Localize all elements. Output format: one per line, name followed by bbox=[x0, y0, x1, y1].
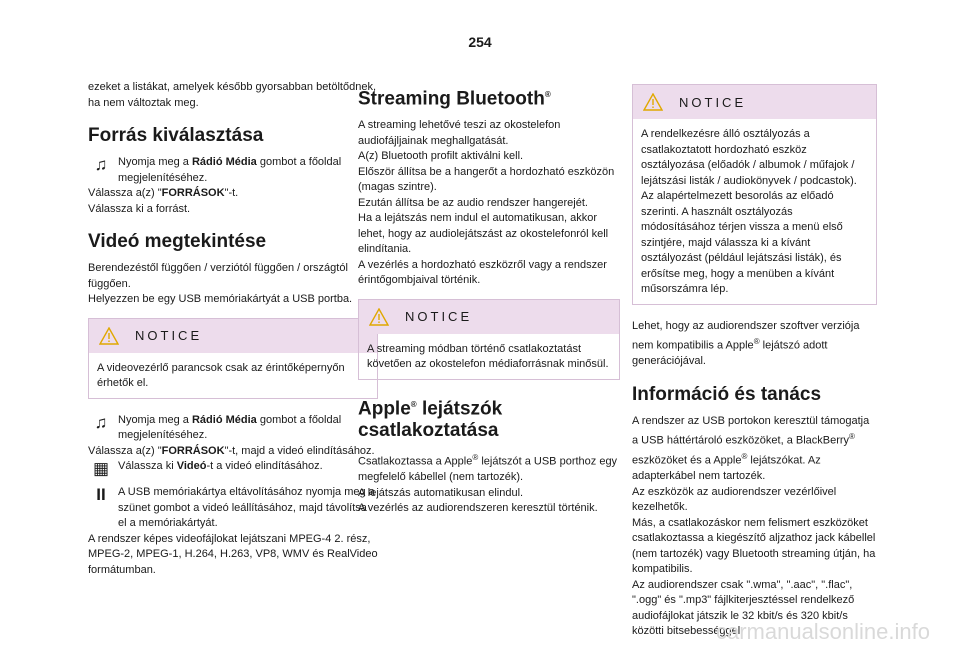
watermark: carmanualsonline.info bbox=[715, 619, 930, 644]
source-step-1: Nyomja meg a Rádió Média gombot a főoldal megjelenítéséhez. bbox=[118, 156, 342, 184]
notice-box bbox=[358, 299, 620, 380]
info-text-1: A rendszer az USB portokon keresztül támogatja a USB háttértároló eszközöket, a BlackBerry® eszközöket és a Apple® lejátszókat. Az adapterkábel nem tartozék. bbox=[632, 414, 870, 483]
notice-header bbox=[359, 300, 619, 334]
heading-info-tips: Információ és tanács bbox=[632, 383, 822, 405]
video-formats: A rendszer képes videofájlokat lejátszani MPEG-4 2. rész, MPEG-2, MPEG-1, H.264, H.263, VP8, WMV és RealVideo formátumban. bbox=[88, 532, 378, 576]
apple-text-2: A lejátszás automatikusan elindul. bbox=[358, 486, 524, 499]
column-left bbox=[88, 80, 378, 586]
bt-text-4: Ezután állítsa be az audio rendszer hangerejét. bbox=[358, 196, 588, 209]
heading-apple-players: Apple® lejátszók csatlakoztatása bbox=[358, 398, 503, 442]
film-icon: ▦ bbox=[92, 459, 110, 478]
bt-text-2: A(z) Bluetooth profilt aktiválni kell. bbox=[358, 150, 524, 163]
notice-text: A streaming módban történő csatlakoztatást követően az okostelefon médiaforrásnak minősül. bbox=[367, 342, 609, 371]
video-text-1: Berendezéstől függően / verziótól függően / országtól függően. bbox=[88, 262, 348, 290]
notice-header bbox=[633, 85, 876, 119]
bt-text-5: Ha a lejátszás nem indul el automatikusan, akkor lehet, hogy az audiolejátszást az okostelefonról kell elindítania. bbox=[358, 212, 609, 256]
notice-text: A rendelkezésre álló osztályozás a csatlakoztatott hordozható eszköz osztályozása (előadók / albumok / műfajok / lejátszási listák / audiokönyvek / podcastok). Az alapértelmezett besorolás az előadó szerinti. A használt osztályozás módosításához térjen vissza a menü első szintjére, majd válassza ki a kívánt osztályozást (például lejátszási listák), és erősítse meg, hogy a menüben a kívánt műsorszámra lép. bbox=[641, 128, 857, 295]
compat-text: Lehet, hogy az audiorendszer szoftver verziója nem kompatibilis a Apple® lejátszó adott generációjával. bbox=[632, 319, 860, 368]
info-text-2: Az eszközök az audiorendszer vezérlőivel kezelhetők. bbox=[632, 485, 837, 514]
apple-text-1: Csatlakoztassa a Apple® lejátszót a USB porthoz egy megfelelő kábellel (nem tartozék). bbox=[358, 453, 618, 484]
intro-text: ezeket a listákat, amelyek később gyorsabban betöltődnek, ha nem változtak meg. bbox=[88, 81, 377, 109]
info-text-3: Más, a csatlakozáskor nem felismert eszközöket csatlakoztassa a kiegészítő aljzathoz jack kábellel (nem tartozék) vagy Bluetooth streaming útján, ha kompatibilis. bbox=[632, 516, 876, 576]
video-step bbox=[88, 413, 378, 444]
warning-icon bbox=[99, 327, 119, 345]
notice-title: NOTICE bbox=[405, 309, 473, 325]
page-number: 254 bbox=[468, 34, 492, 50]
bt-text-6: A vezérlés a hordozható eszközről vagy a rendszer érintőgombjaival történik. bbox=[358, 258, 607, 287]
notice-box bbox=[88, 318, 378, 399]
video-step-2: Válassza a(z) "FORRÁSOK"-t, majd a videó elindításához. bbox=[88, 444, 375, 457]
heading-video: Videó megtekintése bbox=[88, 231, 267, 252]
source-step bbox=[88, 155, 378, 186]
apple-text-3: A vezérlés az audiorendszeren keresztül történik. bbox=[358, 502, 598, 515]
source-step-3: Válassza ki a forrást. bbox=[88, 202, 191, 215]
notice-header bbox=[89, 319, 377, 353]
notice-title: NOTICE bbox=[135, 328, 203, 343]
notice-title: NOTICE bbox=[679, 94, 747, 110]
video-step-1: Nyomja meg a Rádió Média gombot a főoldal megjelenítéséhez. bbox=[118, 413, 342, 441]
column-middle bbox=[358, 80, 620, 525]
music-note-icon: ♫ bbox=[94, 155, 108, 174]
notice-text: A videovezérlő parancsok csak az érintőképernyőn érhetők el. bbox=[97, 361, 345, 389]
bt-text-3: Először állítsa be a hangerőt a hordozható eszközön (magas szintre). bbox=[358, 165, 615, 194]
video-step-4: A USB memóriakártya eltávolításához nyomja meg a szünet gombot a videó leállításához, majd távolítsa el a memóriakártyát. bbox=[118, 486, 375, 529]
music-note-icon: ♫ bbox=[94, 412, 108, 432]
source-step-2: Válassza a(z) "FORRÁSOK"-t. bbox=[88, 187, 239, 199]
bt-text-1: A streaming lehetővé teszi az okostelefon audiofájljainak meghallgatását. bbox=[358, 119, 561, 147]
column-right bbox=[632, 80, 877, 648]
pause-icon: II bbox=[96, 485, 106, 504]
video-select-step bbox=[88, 459, 378, 479]
heading-bluetooth-streaming: Streaming Bluetooth® bbox=[358, 88, 551, 110]
pause-step bbox=[88, 485, 378, 532]
video-text-2: Helyezzen be egy USB memóriakártyát a USB portba. bbox=[88, 293, 353, 305]
warning-icon bbox=[369, 308, 389, 326]
info-text-4: Az audiorendszer csak ".wma", ".aac", ".flac", ".ogg" és ".mp3" fájlkiterjesztéssel rendelkező audiofájlokat játszik le 32 kbit/s és 320 kbit/s közötti bitsebességgel. bbox=[632, 578, 855, 638]
heading-source-selection: Forrás kiválasztása bbox=[88, 125, 264, 146]
notice-box bbox=[632, 84, 877, 305]
warning-icon bbox=[643, 93, 663, 111]
video-step-3: Válassza ki Videó-t a videó elindításához. bbox=[118, 460, 323, 472]
